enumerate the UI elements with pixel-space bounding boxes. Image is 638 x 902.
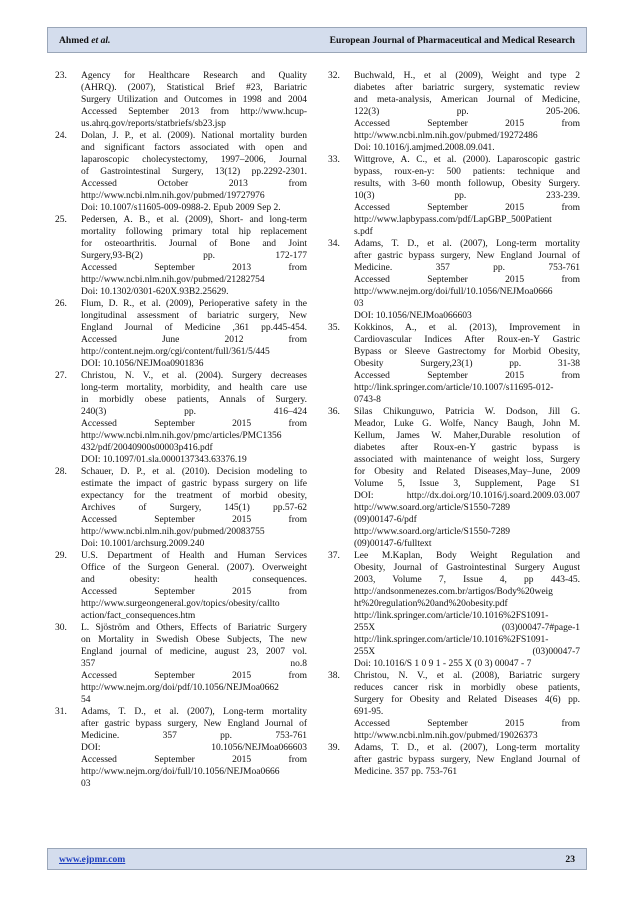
reference-line: DOI: 10.1056/NEJMoa0901836 bbox=[81, 359, 204, 369]
reference-line: Lee M.Kaplan, Body Weight Regulation and bbox=[354, 551, 580, 561]
reference-line: Meador, Luke G. Wolfe, Nancy Baugh, John M. bbox=[354, 419, 580, 429]
reference-line[interactable]: http://www.soard.org/article/S1550-7289 bbox=[354, 527, 510, 537]
reference-line: in morbidly obese patients, Annals of Surgery. bbox=[81, 395, 307, 405]
reference-line: Doi: 10.1016/j.amjmed.2008.09.041. bbox=[354, 143, 495, 153]
reference-item bbox=[328, 154, 580, 238]
reference-line: Adams, T. D., et al. (2007), Long-term mortality bbox=[354, 239, 580, 249]
reference-line: Obesity Surgery,23(1) pp. 31-38 bbox=[354, 359, 580, 369]
header-author bbox=[59, 35, 110, 46]
reference-line[interactable]: http://www.ncbi.nlm.nih.gov/pubmed/20083755 bbox=[81, 527, 265, 537]
reference-line: 432/pdf/20040900s00003p416.pdf bbox=[81, 443, 213, 453]
reference-line: Silas Chikunguwo, Patricia W. Dodson, Jill G. bbox=[354, 407, 580, 417]
reference-line: Accessed September 2015 from bbox=[81, 419, 307, 429]
reference-line: Doi: 10.1007/s11605-009-0988-2. Epub 2009 Sep 2. bbox=[81, 203, 281, 213]
reference-line: 10(3) pp. 233-239. bbox=[354, 191, 580, 201]
reference-line: ht%20regulation%20and%20obesity.pdf bbox=[354, 599, 508, 609]
reference-line: Accessed September 2013 from bbox=[81, 263, 307, 273]
reference-line: Dolan, J. P., et al. (2009). National mortality burden bbox=[81, 131, 307, 141]
reference-line[interactable]: http://link.springer.com/article/10.1016%2FS1091- bbox=[354, 611, 549, 621]
reference-line: England Journal of Medicine ,361 pp.445-454. bbox=[81, 323, 307, 333]
reference-line: Surgery for Obesity and Related Diseases 4(6) pp. bbox=[354, 695, 580, 705]
reference-item bbox=[328, 70, 580, 154]
reference-line: Office of the Surgeon General. (2007). Overweight bbox=[81, 563, 307, 573]
reference-line: Agency for Healthcare Research and Quality bbox=[81, 71, 307, 81]
reference-line: 54 bbox=[81, 695, 91, 705]
reference-line: and obesity: health consequences. bbox=[81, 575, 307, 585]
reference-line: for Obesity and Related Diseases,May–June, 2009 bbox=[354, 467, 580, 477]
reference-item bbox=[328, 238, 580, 322]
reference-line: DOI: 10.1056/NEJMoa066603 bbox=[354, 311, 472, 321]
reference-line: s.pdf bbox=[354, 227, 373, 237]
reference-line: estimate the impact of gastric bypass surgery on life bbox=[81, 479, 307, 489]
reference-number: 36. bbox=[328, 407, 340, 417]
reference-number: 37. bbox=[328, 551, 340, 561]
reference-line: DOI: http://dx.doi.org/10.1016/j.soard.2009.03.007 bbox=[354, 491, 580, 501]
reference-line: Cardiovascular Indices After Roux-en-Y Gastric bbox=[354, 335, 580, 345]
reference-number: 33. bbox=[328, 155, 340, 165]
reference-line: DOI: 10.1097/01.sla.0000137343.63376.19 bbox=[81, 455, 247, 465]
reference-line: Archives of Surgery, 145(1) pp.57-62 bbox=[81, 503, 307, 513]
reference-line: Accessed June 2012 from bbox=[81, 335, 307, 345]
reference-number: 29. bbox=[55, 551, 67, 561]
reference-line: expectancy for the treatment of morbid obesity, bbox=[81, 491, 307, 501]
reference-line: and meta-analysis, American Journal of Medicine, bbox=[354, 95, 580, 105]
references-right-column bbox=[328, 70, 580, 778]
reference-line: associated with maintenance of weight loss, Surgery bbox=[354, 455, 580, 465]
reference-line: Accessed October 2013 from bbox=[81, 179, 307, 189]
reference-line: Accessed September 2015 from bbox=[354, 275, 580, 285]
reference-line[interactable]: http://link.springer.com/article/10.1007/s11695-012- bbox=[354, 383, 554, 393]
reference-item bbox=[328, 670, 580, 742]
reference-line: Obesity, Journal of Gastrointestinal Surgery August bbox=[354, 563, 580, 573]
reference-line: Kokkinos, A., et al. (2013), Improvement in bbox=[354, 323, 580, 333]
reference-item bbox=[328, 322, 580, 406]
reference-line: long-term mortality, morbidity, and health care use bbox=[81, 383, 307, 393]
reference-line: Accessed September 2015 from bbox=[354, 119, 580, 129]
reference-line: action/fact_consequences.htm bbox=[81, 611, 196, 621]
reference-line: Accessed September 2015 from bbox=[354, 371, 580, 381]
reference-line: us.ahrq.gov/reports/statbriefs/sb23.jsp bbox=[81, 119, 226, 129]
reference-item bbox=[328, 550, 580, 670]
reference-number: 25. bbox=[55, 215, 67, 225]
reference-line: 0743-8 bbox=[354, 395, 381, 405]
reference-line[interactable]: http://www.ncbi.nlm.nih.gov/pmc/articles/PMC1356 bbox=[81, 431, 282, 441]
reference-line: results, with 3-60 month followup, Obesity Surgery. bbox=[354, 179, 580, 189]
reference-line[interactable]: http://www.soard.org/article/S1550-7289 bbox=[354, 503, 510, 513]
reference-line: Buchwald, H., et al (2009), Weight and type 2 bbox=[354, 71, 580, 81]
reference-line[interactable]: http://www.lapbypass.com/pdf/LapGBP_500Patient bbox=[354, 215, 552, 225]
reference-line: after gastric bypass surgery, New England Journal of bbox=[354, 755, 580, 765]
reference-line: 255X (03)00047-7#page-1 bbox=[354, 623, 580, 633]
reference-number: 38. bbox=[328, 671, 340, 681]
reference-number: 34. bbox=[328, 239, 340, 249]
page-header bbox=[47, 27, 587, 53]
reference-line: 03 bbox=[354, 299, 364, 309]
reference-line: Bypass or Sleeve Gastrectomy for Morbid Obesity, bbox=[354, 347, 580, 357]
reference-item bbox=[328, 406, 580, 550]
reference-number: 23. bbox=[55, 71, 67, 81]
reference-line: longitudinal assessment of bariatric surgery, New bbox=[81, 311, 307, 321]
reference-line: Medicine. 357 pp. 753-761 bbox=[81, 731, 307, 741]
reference-line: Doi: 10.1302/0301-620X.93B2.25629. bbox=[81, 287, 229, 297]
journal-title: European Journal of Pharmaceutical and Medical Research bbox=[329, 34, 575, 46]
reference-line: (09)00147-6/pdf bbox=[354, 515, 417, 525]
reference-line: Surgery,93-B(2) pp. 172-177 bbox=[81, 251, 307, 261]
reference-line: Accessed September 2015 from bbox=[81, 671, 307, 681]
reference-line: 122(3) pp. 205-206. bbox=[354, 107, 580, 117]
reference-line[interactable]: http://www.nejm.org/doi/full/10.1056/NEJMoa0666 bbox=[81, 767, 280, 777]
reference-line: 357 no.8 bbox=[81, 659, 307, 669]
reference-number: 27. bbox=[55, 371, 67, 381]
reference-line: Schauer, D. P., et al. (2010). Decision modeling to bbox=[81, 467, 307, 477]
reference-line: Accessed September 2015 from bbox=[81, 587, 307, 597]
reference-item bbox=[55, 466, 307, 550]
reference-line: 691-95. bbox=[354, 707, 384, 717]
reference-line: Accessed September 2015 from bbox=[81, 515, 307, 525]
reference-line: U.S. Department of Health and Human Services bbox=[81, 551, 307, 561]
reference-line: diabetes after Roux-en-Y gastric bypass is bbox=[354, 443, 580, 453]
reference-number: 26. bbox=[55, 299, 67, 309]
page-footer bbox=[47, 848, 587, 870]
reference-item bbox=[328, 742, 580, 778]
reference-line: Doi: 10.1016/S 1 0 9 1 - 255 X (0 3) 00047 - 7 bbox=[354, 659, 532, 669]
reference-line[interactable]: http://www.ncbi.nlm.nih.gov/pubmed/19272486 bbox=[354, 131, 538, 141]
reference-line: Wittgrove, A. C., et al. (2000). Laparoscopic gastric bbox=[354, 155, 580, 165]
reference-line[interactable]: http://content.nejm.org/cgi/content/full/361/5/445 bbox=[81, 347, 270, 357]
reference-line: Pedersen, A. B., et al. (2009), Short- and long-term bbox=[81, 215, 307, 225]
reference-line: Accessed September 2015 from bbox=[354, 203, 580, 213]
reference-line: on Mortality in Swedish Obese Subjects, The new bbox=[81, 635, 307, 645]
reference-line[interactable]: http://www.ncbi.nlm.nih.gov/pubmed/21282754 bbox=[81, 275, 265, 285]
reference-item bbox=[55, 214, 307, 298]
reference-line[interactable]: http://link.springer.com/article/10.1016%2FS1091- bbox=[354, 635, 549, 645]
reference-line: L. Sjöström and Others, Effects of Bariatric Surgery bbox=[81, 623, 307, 633]
reference-item bbox=[55, 130, 307, 214]
reference-item bbox=[55, 622, 307, 706]
reference-line: laparoscopic cholecystectomy, 1997–2006, Journal bbox=[81, 155, 307, 165]
reference-line: diabetes after bariatric surgery, systematic review bbox=[354, 83, 580, 93]
reference-line: mortality following primary total hip replacement bbox=[81, 227, 307, 237]
reference-line: 240(3) pp. 416–424 bbox=[81, 407, 307, 417]
reference-line: Accessed September 2013 from http://www.hcup- bbox=[81, 107, 307, 117]
reference-line: (09)00147-6/fulltext bbox=[354, 539, 432, 549]
reference-line: 03 bbox=[81, 779, 91, 789]
reference-line: Adams, T. D., et al. (2007), Long-term mortality bbox=[81, 707, 307, 717]
reference-line: 255X (03)00047-7 bbox=[354, 647, 580, 657]
reference-line[interactable]: http://www.nejm.org/doi/full/10.1056/NEJMoa0666 bbox=[354, 287, 553, 297]
reference-line[interactable]: http://www.surgeongeneral.gov/topics/obesity/callto bbox=[81, 599, 280, 609]
author-etal: et al. bbox=[91, 34, 111, 46]
reference-line[interactable]: http://andsonmenezes.com.br/artigos/Body%20weig bbox=[354, 587, 553, 597]
reference-line: and significant factors associated with open and bbox=[81, 143, 307, 153]
reference-item bbox=[55, 370, 307, 466]
reference-line: Flum, D. R., et al. (2009), Perioperative safety in the bbox=[81, 299, 307, 309]
reference-line: of Gastrointestinal Surgery, 13(12) pp.2292-2301. bbox=[81, 167, 307, 177]
reference-number: 32. bbox=[328, 71, 340, 81]
reference-line[interactable]: http://www.nejm.org/doi/pdf/10.1056/NEJMoa0662 bbox=[81, 683, 279, 693]
reference-line: Volume 5, Issue 3, Supplement, Page S1 bbox=[354, 479, 580, 489]
reference-number: 24. bbox=[55, 131, 67, 141]
reference-line[interactable]: http://www.ncbi.nlm.nih.gov/pubmed/19026373 bbox=[354, 731, 538, 741]
author-name: Ahmed bbox=[59, 34, 92, 46]
page-number: 23 bbox=[565, 853, 575, 865]
reference-line: England journal of medicine, august 23, 2007 vol. bbox=[81, 647, 307, 657]
reference-item bbox=[55, 298, 307, 370]
reference-line: Kellum, James W. Maher,Durable resolution of bbox=[354, 431, 580, 441]
journal-url-link[interactable]: www.ejpmr.com bbox=[59, 853, 126, 865]
reference-number: 31. bbox=[55, 707, 67, 717]
references-left-column bbox=[55, 70, 307, 790]
reference-number: 30. bbox=[55, 623, 67, 633]
reference-line: Medicine. 357 pp. 753-761 bbox=[354, 767, 458, 777]
reference-line: reduces cancer risk in morbidly obese patients, bbox=[354, 683, 580, 693]
reference-line: Adams, T. D., et al. (2007), Long-term mortality bbox=[354, 743, 580, 753]
reference-number: 39. bbox=[328, 743, 340, 753]
reference-line: Accessed September 2015 from bbox=[81, 755, 307, 765]
reference-line: after gastric bypass surgery, New England Journal of bbox=[354, 251, 580, 261]
reference-line: bypass, roux-en-y: 500 patients: technique and bbox=[354, 167, 580, 177]
reference-line: Christou, N. V., et al. (2004). Surgery decreases bbox=[81, 371, 307, 381]
reference-line: Surgery Utilization and Outcomes in 1998 and 2004 bbox=[81, 95, 307, 105]
reference-number: 35. bbox=[328, 323, 340, 333]
reference-line: Doi: 10.1001/archsurg.2009.240 bbox=[81, 539, 205, 549]
reference-line: Medicine. 357 pp. 753-761 bbox=[354, 263, 580, 273]
reference-line: Accessed September 2015 from bbox=[354, 719, 580, 729]
reference-line: DOI: 10.1056/NEJMoa066603 bbox=[81, 743, 307, 753]
reference-item bbox=[55, 70, 307, 130]
reference-number: 28. bbox=[55, 467, 67, 477]
reference-line: after gastric bypass surgery, New England Journal of bbox=[81, 719, 307, 729]
reference-line: 2003, Volume 7, Issue 4, pp 443-45. bbox=[354, 575, 580, 585]
reference-line: Christou, N. V., et al. (2008), Bariatric surgery bbox=[354, 671, 580, 681]
reference-line: for osteoarthritis. Journal of Bone and Joint bbox=[81, 239, 307, 249]
reference-item bbox=[55, 550, 307, 622]
reference-item bbox=[55, 706, 307, 790]
reference-line[interactable]: http://www.ncbi.nlm.nih.gov/pubmed/19727976 bbox=[81, 191, 265, 201]
reference-line: (AHRQ). (2007), Statistical Brief #23, Bariatric bbox=[81, 83, 307, 93]
